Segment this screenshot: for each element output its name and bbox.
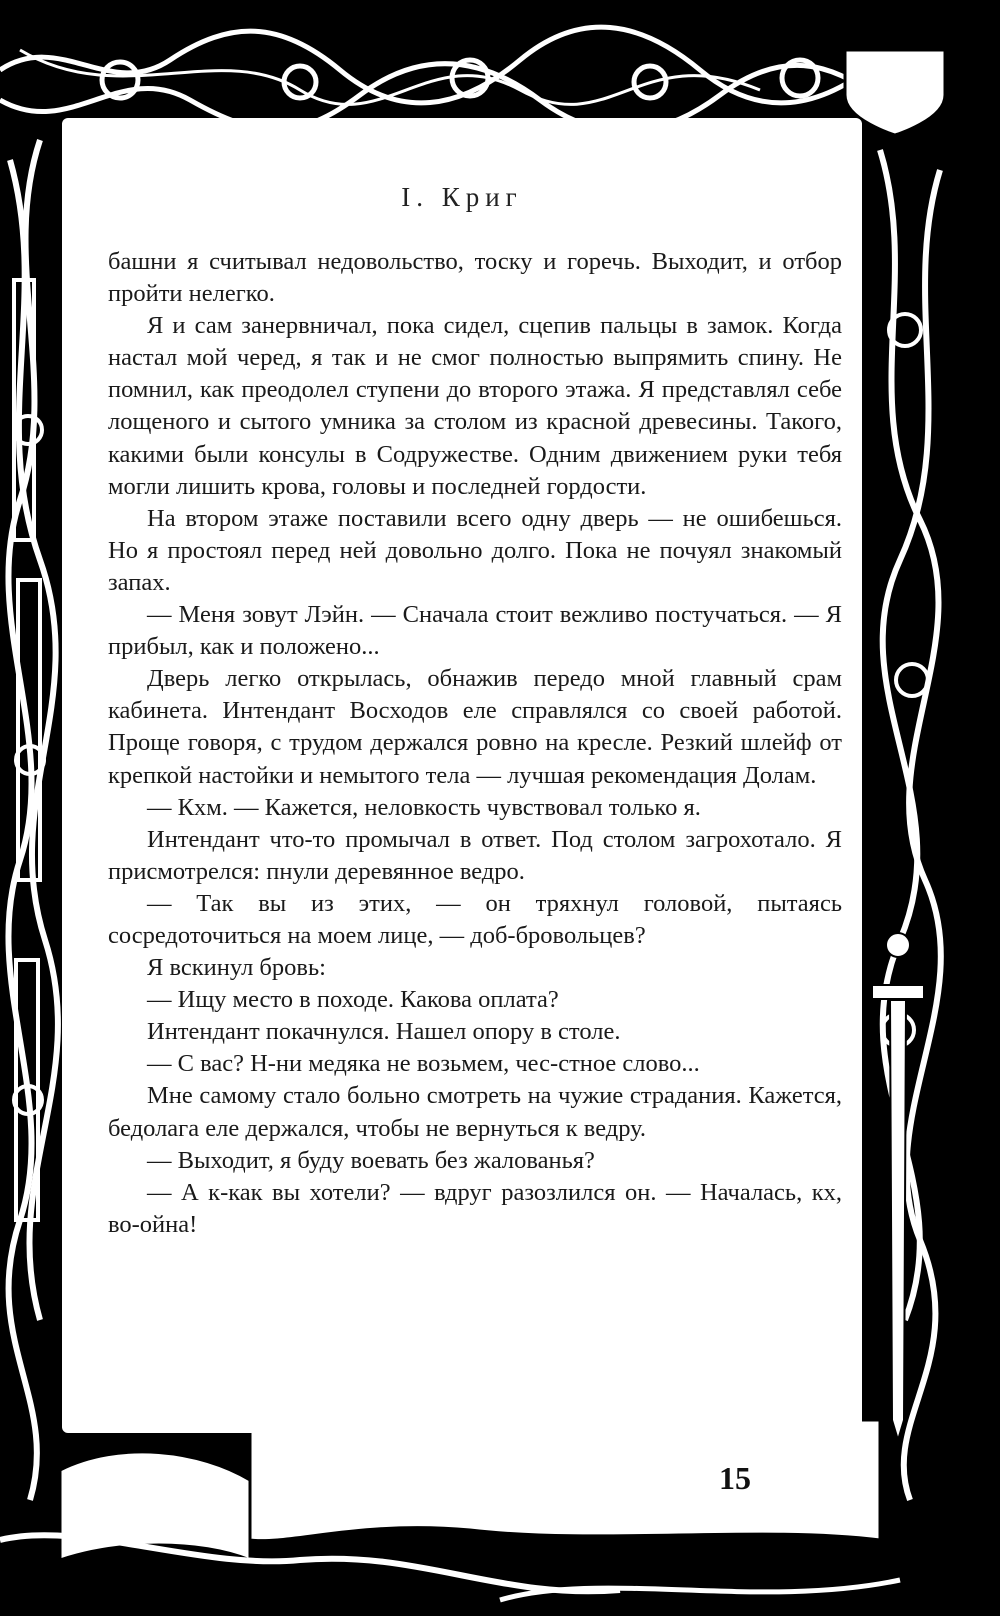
- paragraph: — Меня зовут Лэйн. — Сначала стоит вежливо постучаться. — Я прибыл, как и положено...: [108, 601, 842, 661]
- page-number: 15: [719, 1460, 751, 1496]
- body-text: [108, 246, 842, 1241]
- paragraph: Я вскинул бровь:: [147, 954, 326, 982]
- paragraph: — Кхм. — Кажется, неловкость чувствовал только я.: [147, 793, 701, 821]
- paragraph: Интендант покачнулся. Нашел опору в столе.: [147, 1018, 621, 1046]
- chapter-header: I. Криг: [401, 182, 523, 212]
- paragraph: — А к-как вы хотели? — вдруг разозлился он. — Началась, кх, во-ойна!: [108, 1178, 842, 1238]
- paragraph: — Так вы из этих, — он тряхнул головой, пытаясь сосредоточиться на моем лице, — доб-бровольцев?: [108, 889, 842, 949]
- paragraph: — С вас? Н-ни медяка не возьмем, чес-стное слово...: [147, 1050, 700, 1078]
- paragraph: башни я считывал недовольство, тоску и горечь. Выходит, и отбор пройти нелегко.: [108, 248, 842, 308]
- paragraph: Я и сам занервничал, пока сидел, сцепив пальцы в замок. Когда настал мой черед, я так и не смог полностью выпрямить спину. Не помнил, как преодолел ступени до второго этажа. Я представлял себе лощеного и сытого умника за столом из красной древесины. Такого, какими были консулы в Содружестве. Одним движением руки тебя могли лишить крова, головы и последней гордости.: [108, 312, 842, 500]
- paragraph: Мне самому стало больно смотреть на чужие страдания. Кажется, бедолага еле держался, чтобы не вернуться к ведру.: [108, 1082, 842, 1142]
- paragraph: — Ищу место в походе. Какова оплата?: [147, 986, 559, 1014]
- paragraph: Дверь легко открылась, обнажив передо мной главный срам кабинета. Интендант Восходов еле справлялся со своей работой. Проще говоря, с трудом держался ровно на кресле. Резкий шлейф от крепкой настойки и немытого тела — лучшая рекомендация Долам.: [108, 665, 842, 789]
- paragraph: На втором этаже поставили всего одну дверь — не ошибешься. Но я простоял перед ней довольно долго. Пока не почуял знакомый запах.: [108, 504, 842, 596]
- paragraph: — Выходит, я буду воевать без жалованья?: [147, 1146, 595, 1174]
- paragraph: Интендант что-то промычал в ответ. Под столом загрохотало. Я присмотрелся: пнули деревянное ведро.: [108, 825, 842, 885]
- text-panel: [62, 118, 862, 1433]
